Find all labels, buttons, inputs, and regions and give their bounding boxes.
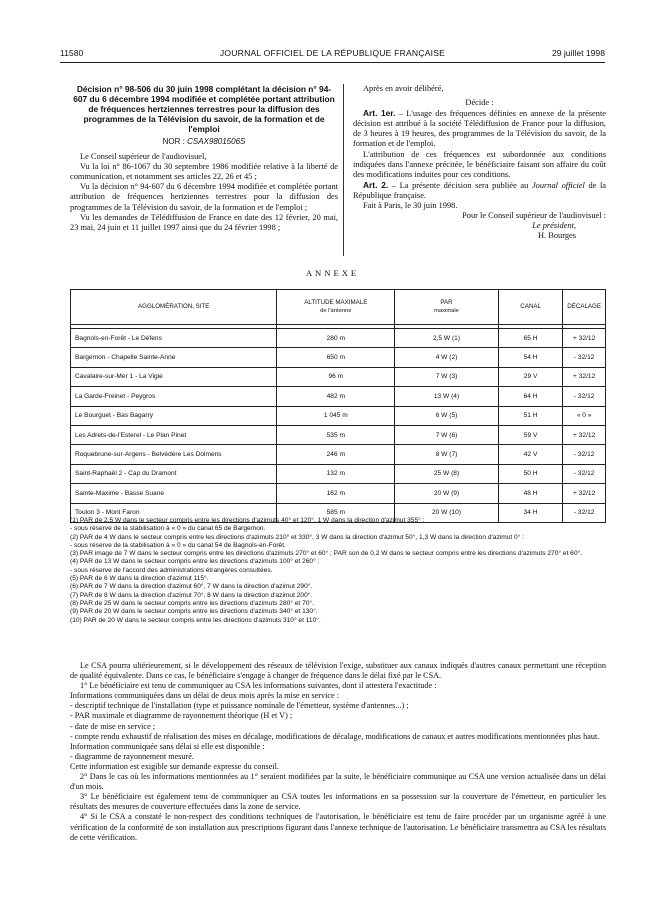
note: (2) PAR de 4 W dans le secteur compris entre les directions d'azimuts 210° et 330°, 3 W dans la direction d'azimut 50°, 1,3 W dans la direction d'azimut 0° : [70, 533, 524, 541]
cell-par: 20 W (9) [395, 484, 499, 503]
article-1-paragraph-2: L'attribution de ces fréquences est subordonnée aux conditions indiquées dans l'annexe précitée, le bénéficiaire faisant son affaire du coût des modifications induites pour ces conditions. [353, 149, 606, 179]
cell-site: Roquebrune-sur-Argens - Belvédère Les Dolmens [71, 445, 277, 464]
table-row [71, 367, 606, 386]
body-paragraph: 1° Le bénéficiaire est tenu de communiquer au CSA les informations suivantes, dont il attestera l'exactitude : [80, 681, 437, 691]
cell-decalage: - 32/12 [563, 387, 606, 406]
journal-title: JOURNAL OFFICIEL DE LA RÉPUBLIQUE FRANÇAISE [219, 48, 446, 58]
cell-canal: 59 V [498, 425, 562, 444]
body-paragraph: Informations communiquées dans un délai de deux mois après la mise en service : [70, 691, 339, 701]
note: - sous réserve de l'accord des administrations étrangères consultées. [70, 566, 273, 574]
body-paragraph: Le CSA pourra ultérieurement, si le développement des réseaux de télévision l'exige, substituer aux canaux indiqués d'autres canaux permettant une réception de qualité équivalente. Dans ce cas, le bénéficiaire s'engage à changer de fréquence dans le délai fixé par le CSA. [70, 661, 606, 681]
cell-altitude: 585 m [277, 503, 395, 522]
page-number: 11580 [60, 48, 84, 58]
cell-canal: 48 H [498, 484, 562, 503]
body-paragraph: Cette information est exigible sur demande expresse du conseil. [70, 761, 279, 771]
table-row [71, 329, 606, 348]
vu-3: Vu les demandes de Télédiffusion de France en date des 12 février, 20 mai, 23 mai, 24 juin et 11 juillet 1997 ainsi que du 24 février 1998 ; [70, 212, 338, 232]
body-paragraph: - date de mise en service ; [70, 721, 156, 731]
cell-site: La Garde-Freinet - Peygros [71, 387, 277, 406]
fait-a-paris: Fait à Paris, le 30 juin 1998. [363, 201, 458, 211]
decision-title: Décision n° 98-506 du 30 juin 1998 complétant la décision n° 94-607 du 6 décembre 1994 modifiée et complétée portant attribution de fréquences hertziennes terrestres pour la diffusion des programmes de la Télévision du savoir, de la formation et de l'emploi [73, 84, 335, 134]
intro: Le Conseil supérieur de l'audiovisuel, [80, 152, 207, 162]
cell-site: Bargemon - Chapelle Sainte-Anne [71, 348, 277, 367]
cell-site: Sainte-Maxime - Basse Suane [71, 484, 277, 503]
cell-altitude: 162 m [277, 484, 395, 503]
table-row [71, 464, 606, 483]
cell-canal: 50 H [498, 464, 562, 483]
note: (5) PAR de 6 W dans la direction d'azimut 115°. [70, 575, 209, 583]
cell-site: Saint-Raphaël 2 - Cap du Dramont [71, 464, 277, 483]
cell-site: Les Adrets-de-l'Esterel - Le Plan Pinet [71, 425, 277, 444]
table-notes [70, 517, 606, 625]
col-site: AGGLOMÉRATION, SITE [71, 290, 277, 325]
journal-officiel: Journal officiel [531, 180, 585, 190]
cell-decalage: + 32/12 [563, 484, 606, 503]
cell-par: 4 W (2) [395, 348, 499, 367]
president-title: Le président, [532, 221, 576, 231]
article-2-label: Art. 2. [363, 179, 389, 190]
cell-par: 7 W (6) [395, 425, 499, 444]
decision-right-column [353, 84, 606, 241]
table-header-row [71, 290, 606, 325]
issue-date: 29 juillet 1998 [551, 48, 605, 58]
cell-altitude: 1 045 m [277, 406, 395, 425]
cell-canal: 51 H [498, 406, 562, 425]
note: (7) PAR de 8 W dans la direction d'azimut 70°, 8 W dans la direction d'azimut 200°. [70, 591, 313, 599]
signature-name: H. Bourges [538, 231, 576, 241]
decision-left-column [70, 84, 338, 233]
cell-par: 7 W (3) [395, 367, 499, 386]
cell-canal: 34 H [498, 503, 562, 522]
article-1-label: Art. 1er. [363, 108, 396, 119]
body-paragraph: 4° Si le CSA a constaté le non-respect des conditions techniques de l'autorisation, le bénéficiaire est tenu de faire procéder par un organisme agréé à une vérification de la conformité de son installation aux prescriptions figurant dans l'annexe technique de l'autorisation. Le bénéficiaire transmettra au CSA les résultats de cette vérification. [70, 812, 606, 842]
apres-deliberation: Après en avoir délibéré, [363, 84, 444, 93]
body-paragraph: - compte rendu exhaustif de réalisation des mises en décalage, modifications de décalage, modifications de canaux et autres modifications mentionnées plus haut. [70, 731, 600, 741]
cell-canal: 54 H [498, 348, 562, 367]
vu-1: Vu la loi n° 86-1067 du 30 septembre 1986 modifiée relative à la liberté de communication, et notamment ses articles 22, 26 et 45 ; [70, 162, 338, 182]
cell-canal: 65 H [498, 329, 562, 348]
cell-par: 20 W (10) [395, 503, 499, 522]
cell-site: Toulon 3 - Mont Faron [71, 503, 277, 522]
body-paragraph: - diagramme de rayonnement mesuré. [70, 751, 194, 761]
cell-decalage: + 32/12 [563, 329, 606, 348]
annexe-title: ANNEXE [305, 268, 360, 278]
cell-par: 2,5 W (1) [395, 329, 499, 348]
cell-decalage: - 32/12 [563, 503, 606, 522]
cell-par: 13 W (4) [395, 387, 499, 406]
decide: Décide : [465, 98, 494, 108]
vu-2: Vu la décision n° 94-607 du 6 décembre 1994 modifiée et complétée portant attribution de fréquences hertziennes terrestres pour la diffusion des programmes de la Télévision du savoir, de la formation et de l'emploi ; [70, 182, 338, 212]
col-decalage: DÉCALAGE [563, 290, 606, 325]
cell-decalage: - 32/12 [563, 348, 606, 367]
cell-canal: 64 H [498, 387, 562, 406]
cell-altitude: 535 m [277, 425, 395, 444]
table-row [71, 348, 606, 367]
table-row [71, 406, 606, 425]
note: (3) PAR image de 7 W dans le secteur compris entre les directions d'azimuts 270° et 60° ; PAR son de 0,2 W dans le secteur compris entre les directions d'azimuts 270° et 60°. [70, 550, 582, 558]
col-altitude: ALTITUDE MAXIMALE de l'antenne [277, 290, 395, 325]
annexe-body [70, 661, 606, 843]
col-canal: CANAL [498, 290, 562, 325]
pour-le-conseil: Pour le Conseil supérieur de l'audiovisuel : [462, 211, 606, 221]
cell-decalage: - 32/12 [563, 445, 606, 464]
cell-altitude: 246 m [277, 445, 395, 464]
cell-decalage: + 32/12 [563, 425, 606, 444]
table-body [71, 325, 606, 523]
cell-altitude: 280 m [277, 329, 395, 348]
cell-canal: 29 V [498, 367, 562, 386]
note: - sous réserve de la stabilisation à « 0 » du canal 54 de Bagnols-en-Forêt. [70, 541, 286, 549]
cell-par: 25 W (8) [395, 464, 499, 483]
frequency-table [70, 289, 606, 523]
body-paragraph: 3° Le bénéficiaire est également tenu de communiquer au CSA toutes les informations en sa possession sur la couverture de l'émetteur, en particulier les résultats des mesures de couverture effectuées dans la zone de service. [70, 792, 606, 812]
cell-decalage: - 32/12 [563, 464, 606, 483]
note: (4) PAR de 13 W dans le secteur compris entre les directions d'azimuts 100° et 260° : [70, 558, 320, 566]
table-row [71, 445, 606, 464]
cell-par: 6 W (5) [395, 406, 499, 425]
table-row [71, 484, 606, 503]
body-paragraph: - descriptif technique de l'installation (type et puissance nominale de l'émetteur, système d'antennes...) ; [70, 701, 409, 711]
cell-site: Cavalaire-sur-Mer 1 - La Vigie [71, 367, 277, 386]
cell-par: 8 W (7) [395, 445, 499, 464]
table-row [71, 387, 606, 406]
note: (8) PAR de 25 W dans le secteur compris entre les directions d'azimuts 280° et 70°. [70, 599, 314, 607]
column-separator [343, 84, 344, 256]
cell-canal: 42 V [498, 445, 562, 464]
body-paragraph: Information communiquée sans délai si elle est disponible : [70, 741, 265, 751]
cell-site: Bagnols-en-Forêt - Le Défens [71, 329, 277, 348]
cell-altitude: 482 m [277, 387, 395, 406]
nor-label: NOR : [162, 137, 185, 146]
cell-altitude: 132 m [277, 464, 395, 483]
article-1: Art. 1er. – L'usage des fréquences définies en annexe de la présente décision est attribué à la société Télédiffusion de France pour la diffusion, de 3 heures à 19 heures, des programmes de la Télévision du savoir, de la formation et de l'emploi. [353, 108, 606, 149]
table-row [71, 425, 606, 444]
note: (6) PAR de 7 W dans la direction d'azimut 60°, 7 W dans la direction d'azimut 290°. [70, 583, 313, 591]
cell-site: Le Bourguet - Bas Bagarry [71, 406, 277, 425]
body-paragraph: 2° Dans le cas où les informations mentionnées au 1° seraient modifiées par la suite, le bénéficiaire communique au CSA une version actualisée dans un délai d'un mois. [70, 772, 606, 792]
note: (1) PAR de 2,5 W dans le secteur compris entre les directions d'azimuts 40° et 120°, 1 W dans la direction d'azimut 355° : [70, 517, 425, 524]
article-2: Art. 2. – La présente décision sera publiée au Journal officiel de la République française. [353, 179, 607, 200]
cell-decalage: + 32/12 [563, 367, 606, 386]
cell-altitude: 96 m [277, 367, 395, 386]
note: - sous réserve de la stabilisation à « 0 » du canal 65 de Bargemon. [70, 525, 266, 533]
body-paragraph: - PAR maximale et diagramme de rayonnement théorique (H et V) ; [70, 711, 293, 721]
col-par: PAR maximale [395, 290, 499, 325]
note: (9) PAR de 20 W dans le secteur compris entre les directions d'azimuts 340° et 130°. [70, 608, 318, 616]
nor-reference [70, 137, 338, 147]
note: (10) PAR de 20 W dans le secteur compris entre les directions d'azimuts 310° et 110°. [70, 616, 321, 624]
nor-code: CSAX9801506S [187, 137, 246, 146]
cell-decalage: « 0 » [563, 406, 606, 425]
header-rule [60, 62, 605, 63]
cell-altitude: 650 m [277, 348, 395, 367]
